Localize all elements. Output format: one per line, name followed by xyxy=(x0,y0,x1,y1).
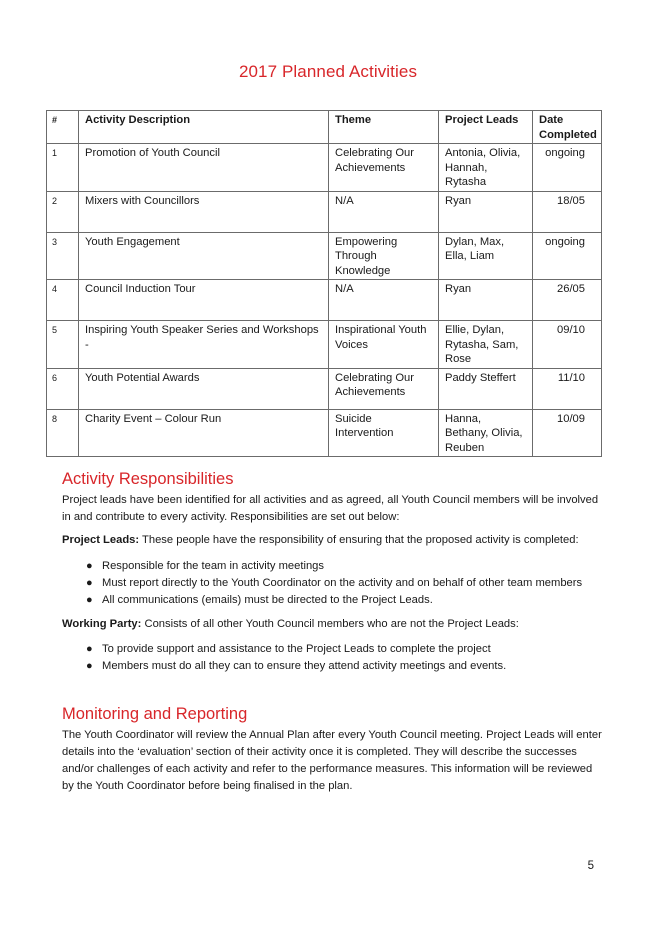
table-row xyxy=(47,191,602,232)
cell-description: Promotion of Youth Council xyxy=(79,144,329,192)
table-row xyxy=(47,409,602,457)
table-header-row xyxy=(47,111,602,144)
page-number: 5 xyxy=(587,860,594,872)
responsibilities-intro: Project leads have been identified for all activities and as agreed, all Youth Council members will be involved in and contribute to every activity. Responsibilities are set out below: xyxy=(62,494,599,523)
list-item: ● Must report directly to the Youth Coordinator on the activity and on behalf of other team members xyxy=(62,575,602,592)
cell-description: Council Induction Tour xyxy=(79,280,329,321)
cell-theme: Inspirational Youth Voices xyxy=(329,321,439,369)
cell-num: 5 xyxy=(47,321,79,369)
cell-leads: Ryan xyxy=(439,280,533,321)
bullet-icon: ● xyxy=(86,560,93,572)
header-description: Activity Description xyxy=(79,111,329,144)
cell-num: 4 xyxy=(47,280,79,321)
project-leads-label: Project Leads: xyxy=(62,534,140,546)
bullet-icon: ● xyxy=(86,594,93,606)
bullet-icon: ● xyxy=(86,643,93,655)
cell-theme: Celebrating Our Achievements xyxy=(329,144,439,192)
cell-theme: Celebrating Our Achievements xyxy=(329,368,439,409)
cell-num: 6 xyxy=(47,368,79,409)
header-theme: Theme xyxy=(329,111,439,144)
header-leads: Project Leads xyxy=(439,111,533,144)
cell-leads: Paddy Steffert xyxy=(439,368,533,409)
cell-date: ongoing xyxy=(533,144,602,192)
cell-date: 18/05 xyxy=(533,191,602,232)
list-item: ● To provide support and assistance to the Project Leads to complete the project xyxy=(62,641,602,658)
working-party-list xyxy=(62,641,602,675)
table-row xyxy=(47,280,602,321)
cell-theme: Suicide Intervention xyxy=(329,409,439,457)
cell-theme: N/A xyxy=(329,280,439,321)
cell-date: 11/10 xyxy=(533,368,602,409)
working-party-label: Working Party: xyxy=(62,618,142,630)
cell-description: Inspiring Youth Speaker Series and Workshops - xyxy=(79,321,329,369)
cell-theme: Empowering Through Knowledge xyxy=(329,232,439,280)
cell-description: Charity Event – Colour Run xyxy=(79,409,329,457)
header-num: # xyxy=(47,111,79,144)
cell-leads: Dylan, Max, Ella, Liam xyxy=(439,232,533,280)
table-row xyxy=(47,232,602,280)
cell-date: 26/05 xyxy=(533,280,602,321)
table-row xyxy=(47,321,602,369)
cell-leads: Ryan xyxy=(439,191,533,232)
cell-description: Mixers with Councillors xyxy=(79,191,329,232)
cell-leads: Ellie, Dylan, Rytasha, Sam, Rose xyxy=(439,321,533,369)
cell-theme: N/A xyxy=(329,191,439,232)
cell-date: 10/09 xyxy=(533,409,602,457)
cell-num: 3 xyxy=(47,232,79,280)
list-item: ● Responsible for the team in activity meetings xyxy=(62,558,602,575)
list-item: ● All communications (emails) must be directed to the Project Leads. xyxy=(62,592,602,609)
table-row xyxy=(47,368,602,409)
table-row xyxy=(47,144,602,192)
page-title: 2017 Planned Activities xyxy=(238,62,418,81)
monitoring-heading: Monitoring and Reporting xyxy=(62,705,248,723)
cell-date: 09/10 xyxy=(533,321,602,369)
project-leads-list xyxy=(62,558,602,609)
responsibilities-heading: Activity Responsibilities xyxy=(62,470,234,488)
cell-num: 8 xyxy=(47,409,79,457)
project-leads-text: These people have the responsibility of ensuring that the proposed activity is completed: xyxy=(139,534,579,546)
cell-date: ongoing xyxy=(533,232,602,280)
cell-leads: Hanna, Bethany, Olivia, Reuben xyxy=(439,409,533,457)
project-leads-paragraph xyxy=(62,532,602,549)
list-item: ● Members must do all they can to ensure they attend activity meetings and events. xyxy=(62,658,602,675)
cell-description: Youth Potential Awards xyxy=(79,368,329,409)
bullet-icon: ● xyxy=(86,660,93,672)
bullet-icon: ● xyxy=(86,577,93,589)
working-party-text: Consists of all other Youth Council members who are not the Project Leads: xyxy=(141,618,519,630)
working-party-paragraph xyxy=(62,616,602,633)
cell-leads: Antonia, Olivia, Hannah, Rytasha xyxy=(439,144,533,192)
cell-description: Youth Engagement xyxy=(79,232,329,280)
activities-table xyxy=(46,110,602,457)
header-date: Date Completed xyxy=(533,111,602,144)
cell-num: 2 xyxy=(47,191,79,232)
cell-num: 1 xyxy=(47,144,79,192)
monitoring-text: The Youth Coordinator will review the Annual Plan after every Youth Council meeting. Project Leads will enter details into the ‘evaluation’ section of their activity once it is completed. They will describe the successes and/or challenges of each activity and refer to the performance measures. This information will be reviewed by the Youth Coordinator before being finalised in the plan. xyxy=(62,729,602,792)
